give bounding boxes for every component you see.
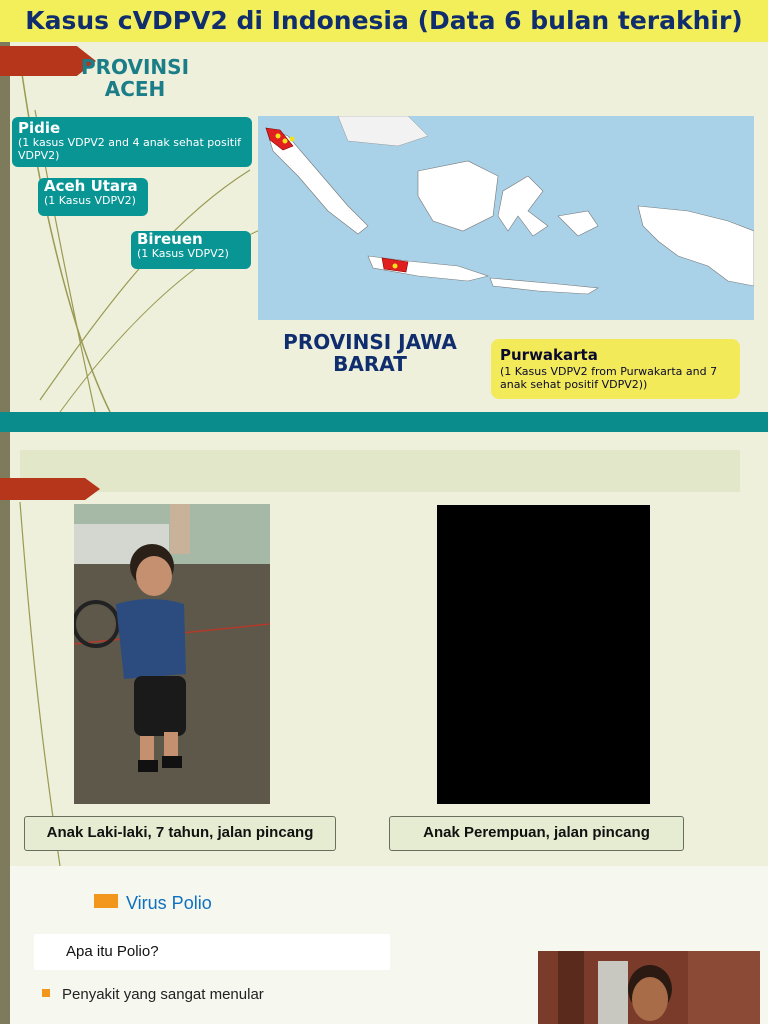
slide-title: Kasus cVDPV2 di Indonesia (Data 6 bulan terakhir): [0, 0, 768, 42]
caption-boy: Anak Laki-laki, 7 tahun, jalan pincang: [24, 816, 336, 851]
caption-girl: Anak Perempuan, jalan pincang: [389, 816, 684, 851]
photo-girl-video: [437, 505, 650, 804]
district-aceh-utara-name: Aceh Utara: [44, 178, 138, 195]
question-box: Apa itu Polio?: [34, 934, 390, 970]
photo-boy: [74, 504, 270, 804]
district-purwakarta-name: Purwakarta: [500, 346, 598, 364]
district-pidie-name: Pidie: [18, 119, 61, 137]
district-bireuen: [131, 231, 251, 269]
jawa-barat-heading: PROVINSI JAWA BARAT: [283, 330, 457, 376]
orange-square-icon: [94, 894, 118, 908]
district-pidie: [12, 117, 252, 167]
bullet-icon: [42, 989, 50, 997]
slide-virus-polio: [0, 866, 768, 1024]
district-purwakarta-detail: (1 Kasus VDPV2 from Purwakarta and 7 anak sehat positif VDPV2)): [500, 365, 718, 391]
indonesia-map: [258, 116, 754, 320]
photo-child: [538, 951, 760, 1024]
bullet-item: [42, 986, 264, 1003]
district-aceh-utara-detail: (1 Kasus VDPV2): [44, 194, 136, 207]
section-title: Virus Polio: [126, 893, 212, 913]
bullet-text: Penyakit yang sangat menular: [62, 986, 264, 1003]
slide-cases-photos: [0, 432, 768, 866]
slide-cvdpv2-map: [0, 0, 768, 412]
red-tab-marker: [0, 478, 100, 500]
district-bireuen-name: Bireuen: [137, 231, 203, 248]
district-bireuen-detail: (1 Kasus VDPV2): [137, 247, 229, 260]
left-accent-bar: [0, 866, 10, 1024]
banner-bar: [20, 450, 740, 492]
aceh-heading: PROVINSI ACEH: [80, 55, 190, 101]
section-heading: [94, 893, 212, 914]
slide-divider-band: [0, 412, 768, 432]
district-pidie-detail: (1 kasus VDPV2 and 4 anak sehat positif VDPV2): [18, 136, 242, 162]
district-aceh-utara: [38, 178, 148, 216]
district-purwakarta: [491, 339, 740, 399]
